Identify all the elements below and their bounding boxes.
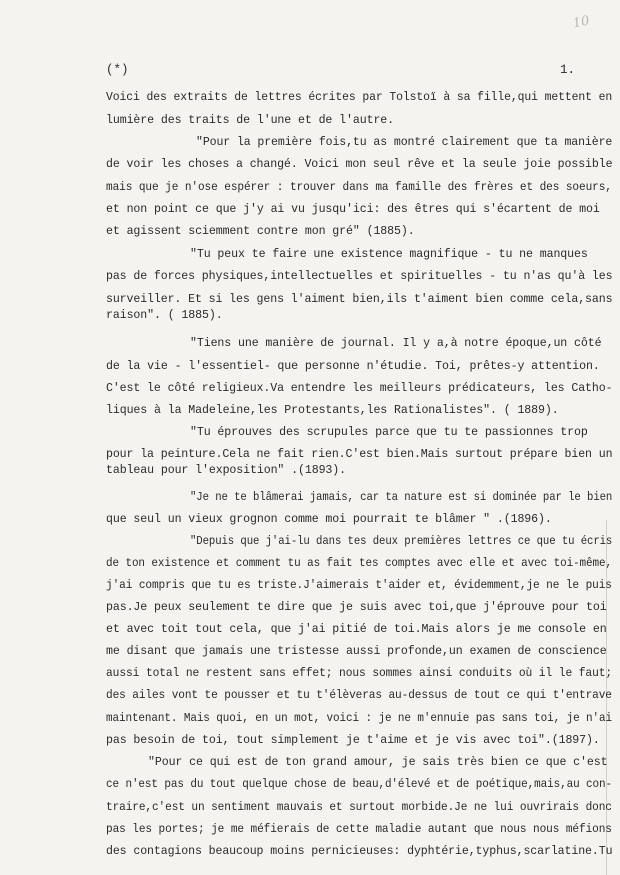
text-line: "Depuis que j'ai-lu dans tes deux premières lettres ce que tu écris [190, 535, 613, 548]
text-line: "Tiens une manière de journal. Il y a,à notre époque,un côté [190, 337, 602, 350]
text-line: pas les portes; je me méfierais de cette maladie autant que nous nous méfions [106, 823, 612, 836]
text-line: tableau pour l'exposition" .(1893). [106, 464, 347, 477]
text-line: mais que je n'ose espérer : trouver dans ma famille des frères et des soeurs, [106, 181, 612, 194]
text-line: surveiller. Et si les gens l'aiment bien,ils t'aiment bien comme cela,sans [106, 293, 613, 306]
text-line: et avec toit tout cela, que j'ai pitié de toi.Mais alors je me console en [106, 623, 607, 636]
header-marker: (*) [106, 63, 129, 77]
text-line: de ton existence et comment tu as fait tes comptes avec elle et avec toi-même, [106, 557, 613, 570]
text-line: pour la peinture.Cela ne fait rien.C'est bien.Mais surtout prépare bien un [106, 448, 613, 461]
page-number: 1. [560, 63, 576, 77]
text-line: "Je ne te blâmerai jamais, car ta nature est si dominée par le bien [190, 491, 613, 504]
text-line: que seul un vieux grognon comme moi pourrait te blâmer " .(1896). [106, 513, 552, 526]
text-line: me disant que jamais une tristesse aussi profonde,un examen de conscience [106, 645, 607, 658]
text-line: pas besoin de toi, tout simplement je t'aime et je vis avec toi".(1897). [106, 734, 600, 747]
text-line: raison". ( 1885). [106, 309, 223, 322]
text-line: j'ai compris que tu es triste.J'aimerais t'aider et, évidemment,je ne le puis [106, 579, 612, 592]
text-line: lumière des traits de l'une et de l'autre. [106, 114, 395, 127]
text-line: et non point ce que j'y ai vu jusqu'ici: des êtres qui s'écartent de moi [106, 203, 600, 216]
text-line: traire,c'est un sentiment mauvais et surtout morbide.Je ne lui ouvrirais donc [106, 801, 612, 814]
text-line: des contagions beaucoup moins pernicieuses: dyphtérie,typhus,scarlatine.Tu [106, 845, 613, 858]
text-line: pas de forces physiques,intellectuelles et spirituelles - tu n'as qu'à les [106, 270, 613, 283]
text-line: de voir les choses a changé. Voici mon seul rêve et la seule joie possible [106, 158, 613, 171]
text-line: des ailes vont te pousser et tu t'élèveras au-dessus de tout ce qui t'entrave [106, 689, 612, 702]
text-line: "Pour ce qui est de ton grand amour, je sais très bien ce que c'est [148, 756, 608, 769]
text-line: "Pour la première fois,tu as montré clairement que ta manière [196, 136, 613, 149]
text-line: et agissent sciemment contre mon gré" (1885). [106, 225, 415, 238]
text-line: maintenant. Mais quoi, en un mot, voici : je ne m'ennuie pas sans toi, je n'ai [106, 712, 613, 725]
text-line: Voici des extraits de lettres écrites par Tolstoï à sa fille,qui mettent en [106, 91, 613, 104]
text-line: pas.Je peux seulement te dire que je suis avec toi,que j'éprouve pour toi [106, 601, 607, 614]
text-line: ce n'est pas du tout quelque chose de beau,d'élevé et de poétique,mais,au con- [106, 778, 613, 791]
text-line: C'est le côté religieux.Va entendre les meilleurs prédicateurs, les Catho- [106, 382, 613, 395]
text-line: de la vie - l'essentiel- que personne n'étudie. Toi, prêtes-y attention. [106, 360, 600, 373]
text-line: "Tu éprouves des scrupules parce que tu te passionnes trop [190, 426, 588, 439]
text-line: aussi total ne restent sans effet; nous sommes ainsi conduits où il le faut; [106, 667, 613, 680]
corner-pencil-mark: 10 [571, 13, 591, 32]
text-line: liques à la Madeleine,les Protestants,les Rationalistes". ( 1889). [106, 404, 559, 417]
text-line: "Tu peux te faire une existence magnifique - tu ne manques [190, 248, 588, 261]
